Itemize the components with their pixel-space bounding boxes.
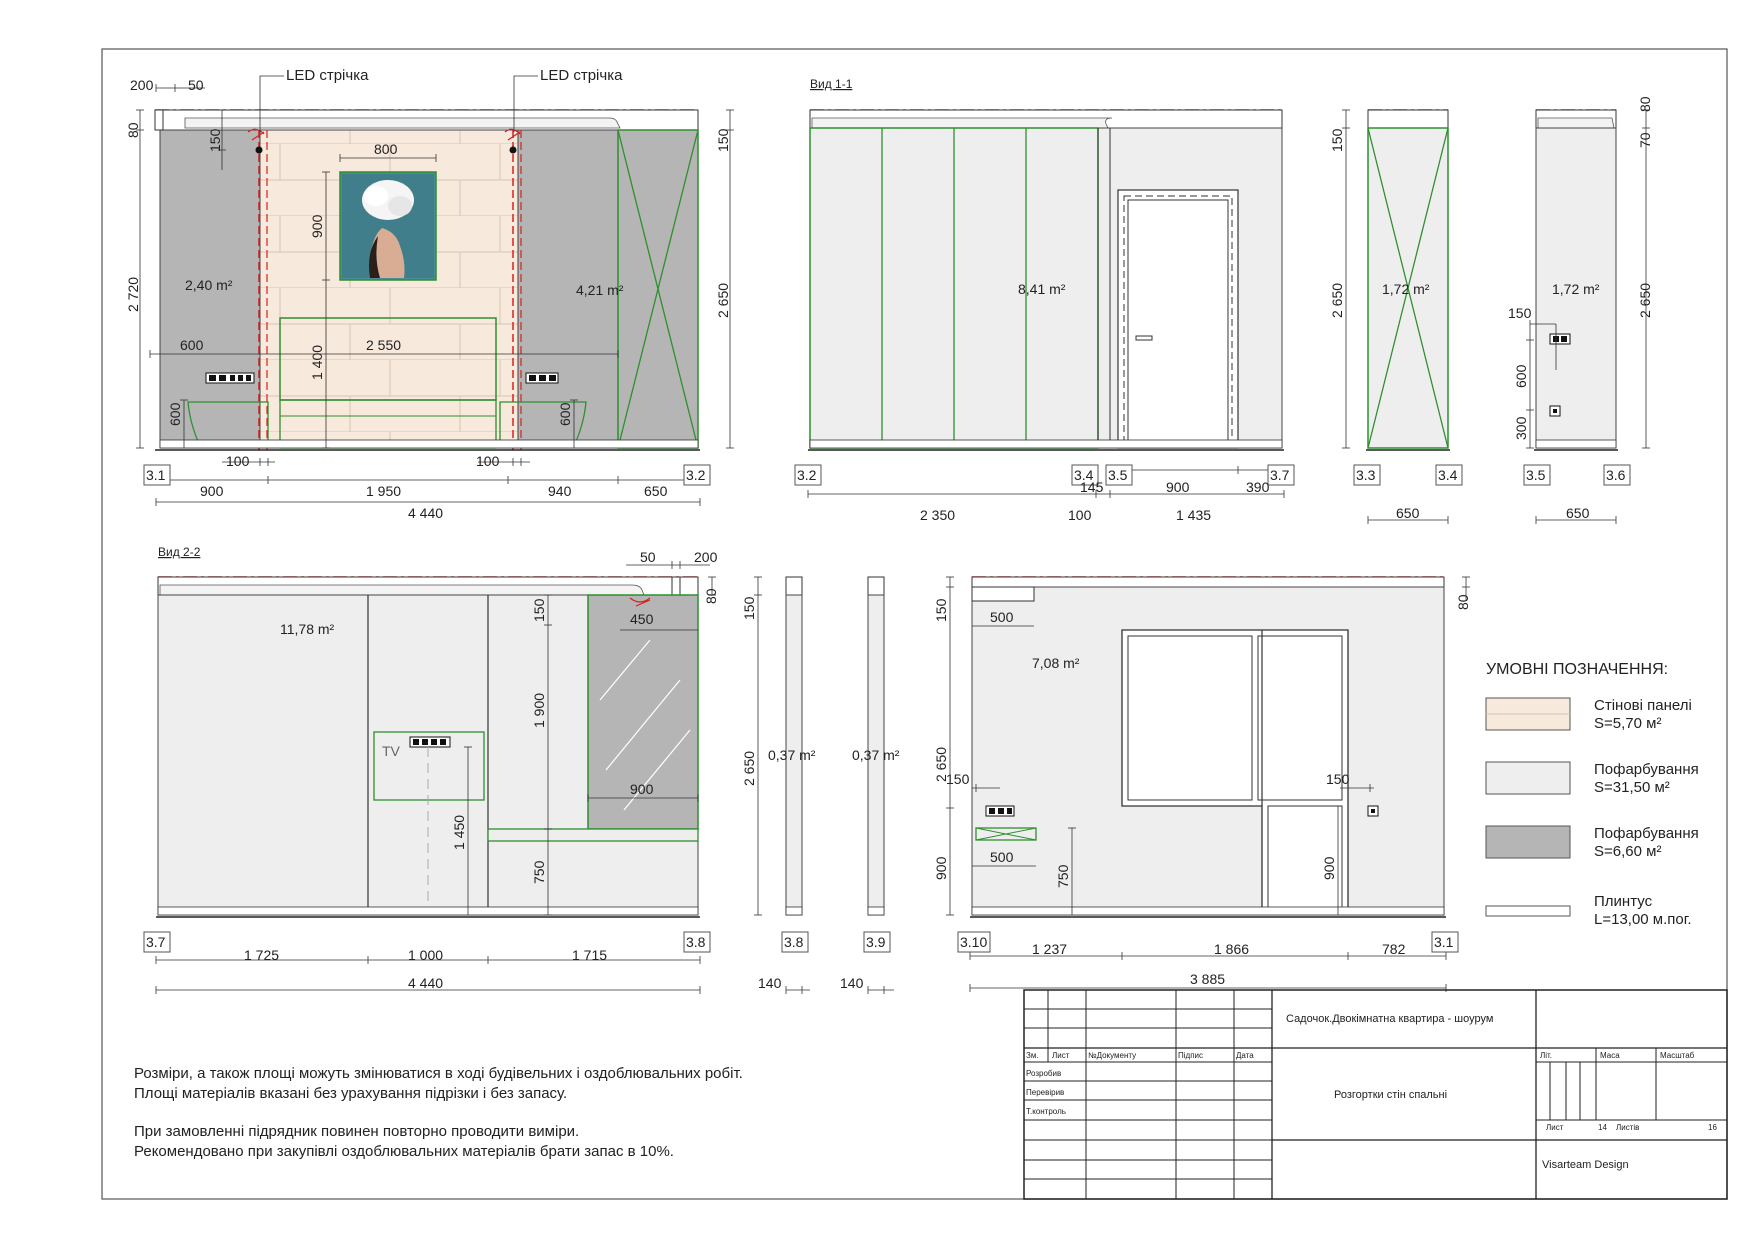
tv-label: TV	[382, 743, 400, 759]
dim-800: 800	[374, 141, 398, 157]
axis-3-5-b: 3.5	[1526, 467, 1546, 483]
window-dim-2650: 2 650	[933, 746, 949, 782]
pier-b-total: 140	[840, 975, 864, 991]
dim-2550: 2 550	[366, 337, 402, 353]
window-wall	[933, 577, 1471, 992]
view-2-2	[144, 545, 719, 994]
window-dim-782: 782	[1382, 941, 1406, 957]
wall-picture	[340, 172, 436, 280]
dim-100-view11: 100	[1068, 507, 1092, 523]
main-elevation	[125, 67, 734, 521]
note-1: Розміри, а також площі можуть змінюватися в ході будівельних і оздоблювальних робіт.	[134, 1065, 743, 1082]
legend-item-4-l1: Плинтус	[1594, 893, 1653, 910]
dim-900-door: 900	[1166, 479, 1190, 495]
window-dim-900-right: 900	[1321, 856, 1337, 880]
pier-a-area: 0,37 m²	[768, 747, 816, 763]
window-dim-150: 150	[933, 598, 949, 622]
view22-dim-1725: 1 725	[244, 947, 280, 963]
window-dim-1237: 1 237	[1032, 941, 1068, 957]
dim-900: 900	[309, 214, 325, 238]
window-dim-500: 500	[990, 609, 1014, 625]
view-1-1-label: Вид 1-1	[810, 77, 853, 91]
axis-3-9: 3.9	[866, 934, 886, 950]
axis-3-4: 3.4	[1074, 467, 1094, 483]
axis-3-3: 3.3	[1356, 467, 1376, 483]
tb-project: Садочок.Двокімнатна квартира - шоурум	[1286, 1013, 1494, 1025]
note-3: При замовленні підрядник повинен повторно проводити виміри.	[134, 1123, 580, 1140]
view22-dim-200: 200	[694, 549, 718, 565]
door-handle	[1136, 336, 1152, 340]
view22-dim-50: 50	[640, 549, 656, 565]
shelf	[488, 829, 698, 841]
legend-item-3-l2: S=6,60 м²	[1594, 843, 1662, 860]
tb-sheet-title: Розгортки стін спальні	[1334, 1089, 1448, 1101]
tb-row-2: Перевірив	[1026, 1088, 1065, 1097]
dim-100-left: 100	[226, 453, 250, 469]
dim-1435: 1 435	[1176, 507, 1212, 523]
tb-lit: Літ.	[1540, 1051, 1553, 1060]
pier-a-dim-2650: 2 650	[741, 750, 757, 786]
axis-3-8: 3.8	[686, 934, 706, 950]
side-b-total: 650	[1566, 505, 1590, 521]
window-dim-750: 750	[1055, 864, 1071, 888]
side-b-dim-80: 80	[1637, 96, 1653, 112]
axis-3-4-b: 3.4	[1438, 467, 1458, 483]
dim-80: 80	[125, 122, 141, 138]
notes	[134, 1065, 743, 1160]
area-right: 4,21 m²	[576, 282, 624, 298]
tb-col-1: Зм.	[1026, 1051, 1039, 1060]
tb-sheet-no: 14	[1598, 1123, 1607, 1132]
dim-100-right: 100	[476, 453, 500, 469]
axis-3-7: 3.7	[1270, 467, 1290, 483]
axis-3-10: 3.10	[960, 934, 988, 950]
dim-650: 650	[644, 483, 668, 499]
area-view-2-2: 11,78 m²	[280, 621, 335, 637]
tb-col-4: Підпис	[1178, 1051, 1203, 1060]
axis-3-2: 3.2	[686, 467, 706, 483]
tb-row-1: Розробив	[1026, 1069, 1062, 1078]
dim-600-left: 600	[167, 402, 183, 426]
view-1-1	[795, 77, 1294, 523]
side-b-area: 1,72 m²	[1552, 281, 1600, 297]
legend	[1486, 661, 1699, 928]
dim-145: 145	[1080, 479, 1104, 495]
tb-sheets-no: 16	[1708, 1123, 1717, 1132]
side-b-dim-70: 70	[1637, 132, 1653, 148]
side-view-b	[1508, 96, 1653, 524]
note-4: Рекомендовано при закупівлі оздоблювальних матеріалів брати запас в 10%.	[134, 1143, 674, 1160]
legend-title: УМОВНІ ПОЗНАЧЕННЯ:	[1486, 661, 1669, 678]
view22-dim-900: 900	[630, 781, 654, 797]
legend-swatch-baseboard	[1486, 906, 1570, 916]
view22-dim-1450: 1 450	[451, 814, 467, 850]
tb-col-2: Лист	[1052, 1051, 1070, 1060]
view22-dim-80: 80	[703, 588, 719, 604]
legend-item-1-l2: S=5,70 м²	[1594, 715, 1662, 732]
side-b-dim-150: 150	[1508, 305, 1532, 321]
window-dim-1866: 1 866	[1214, 941, 1250, 957]
window-dim-900: 900	[933, 856, 949, 880]
legend-swatch-paint	[1486, 762, 1570, 794]
dim-390: 390	[1246, 479, 1270, 495]
side-a-total: 650	[1396, 505, 1420, 521]
view22-dim-150: 150	[531, 598, 547, 622]
dim-150: 150	[207, 128, 223, 152]
dim-600-h: 600	[180, 337, 204, 353]
view22-dim-750: 750	[531, 860, 547, 884]
area-view-1-1: 8,41 m²	[1018, 281, 1066, 297]
axis-3-5: 3.5	[1108, 467, 1128, 483]
dim-2650: 2 650	[715, 282, 731, 318]
side-a-area: 1,72 m²	[1382, 281, 1430, 297]
legend-swatch-paint-dark	[1486, 826, 1570, 858]
axis-3-7-b: 3.7	[146, 934, 166, 950]
window-dim-500-b: 500	[990, 849, 1014, 865]
window-wall-area: 7,08 m²	[1032, 655, 1080, 671]
side-view-a	[1329, 110, 1462, 524]
note-2: Площі матеріалів вказані без урахування підрізки і без запасу.	[134, 1085, 568, 1102]
view-2-2-label: Вид 2-2	[158, 545, 201, 559]
led-label-left: LED стрічка	[286, 67, 369, 84]
legend-item-2-l1: Пофарбування	[1594, 761, 1699, 778]
dim-940: 940	[548, 483, 572, 499]
pier-a-total: 140	[758, 975, 782, 991]
side-a-dim-2650: 2 650	[1329, 282, 1345, 318]
legend-item-3-l1: Пофарбування	[1594, 825, 1699, 842]
dim-1400: 1 400	[309, 344, 325, 380]
axis-3-1: 3.1	[146, 467, 166, 483]
axis-3-2-b: 3.2	[797, 467, 817, 483]
dim-600-right: 600	[557, 402, 573, 426]
pier-a-dim-150: 150	[741, 596, 757, 620]
tb-scale: Масштаб	[1660, 1051, 1695, 1060]
dim-2350: 2 350	[920, 507, 956, 523]
tb-sheet-lbl: Лист	[1546, 1123, 1564, 1132]
area-left: 2,40 m²	[185, 277, 233, 293]
view22-dim-450: 450	[630, 611, 654, 627]
view22-dim-4440: 4 440	[408, 975, 444, 991]
window-dim-150-left: 150	[946, 771, 970, 787]
pier-b	[840, 577, 900, 994]
dim-1950: 1 950	[366, 483, 402, 499]
tb-col-5: Дата	[1236, 1051, 1254, 1060]
legend-item-2-l2: S=31,50 м²	[1594, 779, 1670, 796]
dim-150-right: 150	[715, 128, 731, 152]
side-a-dim-150: 150	[1329, 128, 1345, 152]
tb-row-3: Т.контроль	[1026, 1107, 1066, 1116]
side-b-dim-600: 600	[1513, 364, 1529, 388]
window-dim-150-right: 150	[1326, 771, 1350, 787]
pier-b-area: 0,37 m²	[852, 747, 900, 763]
tb-sheets-lbl: Листів	[1616, 1123, 1640, 1132]
dim-2720: 2 720	[125, 276, 141, 312]
axis-3-1-b: 3.1	[1434, 934, 1454, 950]
side-b-dim-300: 300	[1513, 416, 1529, 440]
view22-dim-1715: 1 715	[572, 947, 608, 963]
tb-mass: Маса	[1600, 1051, 1620, 1060]
dim-4440-top: 4 440	[408, 505, 444, 521]
view22-dim-1000: 1 000	[408, 947, 444, 963]
led-label-right: LED стрічка	[540, 67, 623, 84]
dim-200: 200	[130, 77, 154, 93]
door-leaf	[1128, 200, 1228, 448]
tb-col-3: №Документу	[1088, 1051, 1137, 1060]
legend-item-4-l2: L=13,00 м.пог.	[1594, 911, 1692, 928]
view22-dim-1900: 1 900	[531, 692, 547, 728]
legend-item-1-l1: Стінові панелі	[1594, 697, 1692, 714]
side-b-dim-2650: 2 650	[1637, 282, 1653, 318]
dim-50: 50	[188, 77, 204, 93]
dim-900-b: 900	[200, 483, 224, 499]
window-dim-3885: 3 885	[1190, 971, 1226, 987]
axis-3-6: 3.6	[1606, 467, 1626, 483]
axis-3-8-b: 3.8	[784, 934, 804, 950]
tb-company: Visarteam Design	[1542, 1159, 1629, 1171]
window-dim-80: 80	[1455, 594, 1471, 610]
title-block-text	[1026, 1013, 1717, 1171]
pier-a	[741, 577, 816, 994]
